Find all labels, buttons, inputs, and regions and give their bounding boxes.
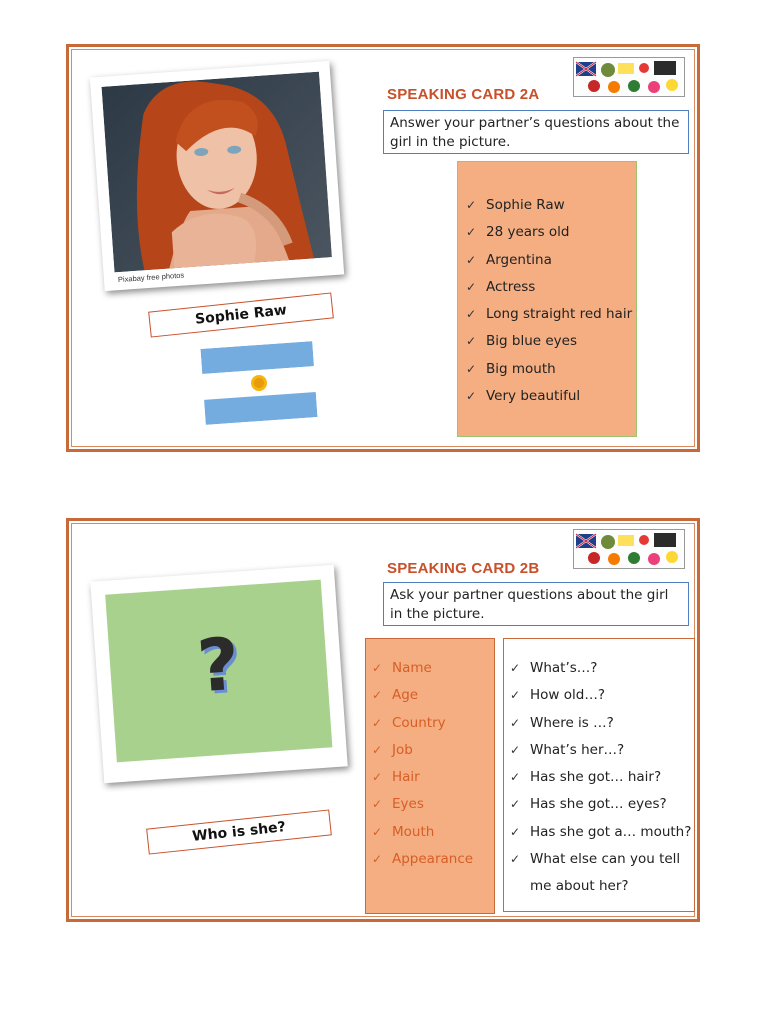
list-item: ✓ What’s…? [506,655,694,682]
facts-panel [457,161,637,437]
checkmark-icon: ✓ [466,252,477,267]
checkmark-icon: ✓ [372,742,383,757]
card-title: SPEAKING CARD 2B [387,560,540,577]
facts-list [462,192,636,410]
flags-collage-icon [574,530,684,568]
prompts-panel [365,638,495,914]
who-is-she-text: Who is she? [191,819,287,845]
checkmark-icon: ✓ [510,797,521,812]
list-item: ✓ How old…? [506,682,694,709]
list-item: ✓ Where is …? [506,710,694,737]
checkmark-icon: ✓ [510,661,521,675]
checkmark-icon: ✓ [466,198,477,212]
list-item: ✓ Appearance [368,846,494,873]
checkmark-icon: ✓ [372,715,383,730]
checkmark-icon: ✓ [466,225,477,240]
list-item: ✓ Has she got… eyes? [506,791,694,818]
checkmark-icon: ✓ [372,688,383,703]
list-item: ✓ Big blue eyes [462,328,636,355]
list-item: me about her? [530,878,629,895]
flags-logo [573,57,685,97]
checkmark-icon: ✓ [510,852,521,867]
mystery-photo-frame [90,565,347,784]
checkmark-icon: ✓ [510,770,521,785]
flags-collage-icon [574,58,684,96]
checkmark-icon: ✓ [466,279,477,294]
portrait-photo-frame [90,61,344,291]
checkmark-icon: ✓ [466,307,477,322]
checkmark-icon: ✓ [510,715,521,730]
list-item: ✓ Big mouth [462,356,636,383]
checkmark-icon: ✓ [372,770,383,785]
mystery-photo-placeholder [105,580,332,763]
list-item: ✓ Country [368,710,494,737]
flags-logo [573,529,685,569]
list-item: ✓ Sophie Raw [462,192,636,219]
list-item: ✓ Has she got a… mouth? [506,819,694,846]
argentina-flag-icon [200,341,317,425]
question-mark-icon: ? [194,621,243,709]
speaking-card-2a [66,44,700,452]
list-item: ✓ Hair [368,764,494,791]
list-item: ✓ Mouth [368,819,494,846]
list-item: ✓ Job [368,737,494,764]
checkmark-icon: ✓ [466,389,477,404]
checkmark-icon: ✓ [466,334,477,349]
questions-list [506,655,694,901]
list-item: ✓ Eyes [368,791,494,818]
list-item: ✓ Age [368,682,494,709]
checkmark-icon: ✓ [510,742,521,757]
list-item: ✓ Very beautiful [462,383,636,410]
name-label-text: Sophie Raw [194,302,288,328]
checkmark-icon: ✓ [466,361,477,376]
questions-panel [503,638,695,912]
checkmark-icon: ✓ [372,661,383,675]
speaking-card-2b [66,518,700,922]
card-title: SPEAKING CARD 2A [387,86,540,103]
list-item: ✓ Has she got… hair? [506,764,694,791]
list-item: ✓ Name [368,655,494,682]
list-item: ✓ What’s her…? [506,737,694,764]
prompts-list [368,655,494,873]
instruction-box: Ask your partner questions about the girl in the picture. [383,582,689,626]
portrait-photo [101,72,331,273]
list-item: ✓ 28 years old [462,219,636,246]
photo-caption: Pixabay free photos [117,270,185,285]
checkmark-icon: ✓ [510,824,521,839]
instruction-box: Answer your partner’s questions about the girl in the picture. [383,110,689,154]
checkmark-icon: ✓ [372,852,383,867]
list-item: ✓ Actress [462,274,636,301]
checkmark-icon: ✓ [510,688,521,703]
list-item: ✓ What else can you tell [506,846,694,873]
checkmark-icon: ✓ [372,824,383,839]
list-item: ✓ Argentina [462,247,636,274]
list-item: ✓ Long straight red hair [462,301,636,328]
checkmark-icon: ✓ [372,797,383,812]
